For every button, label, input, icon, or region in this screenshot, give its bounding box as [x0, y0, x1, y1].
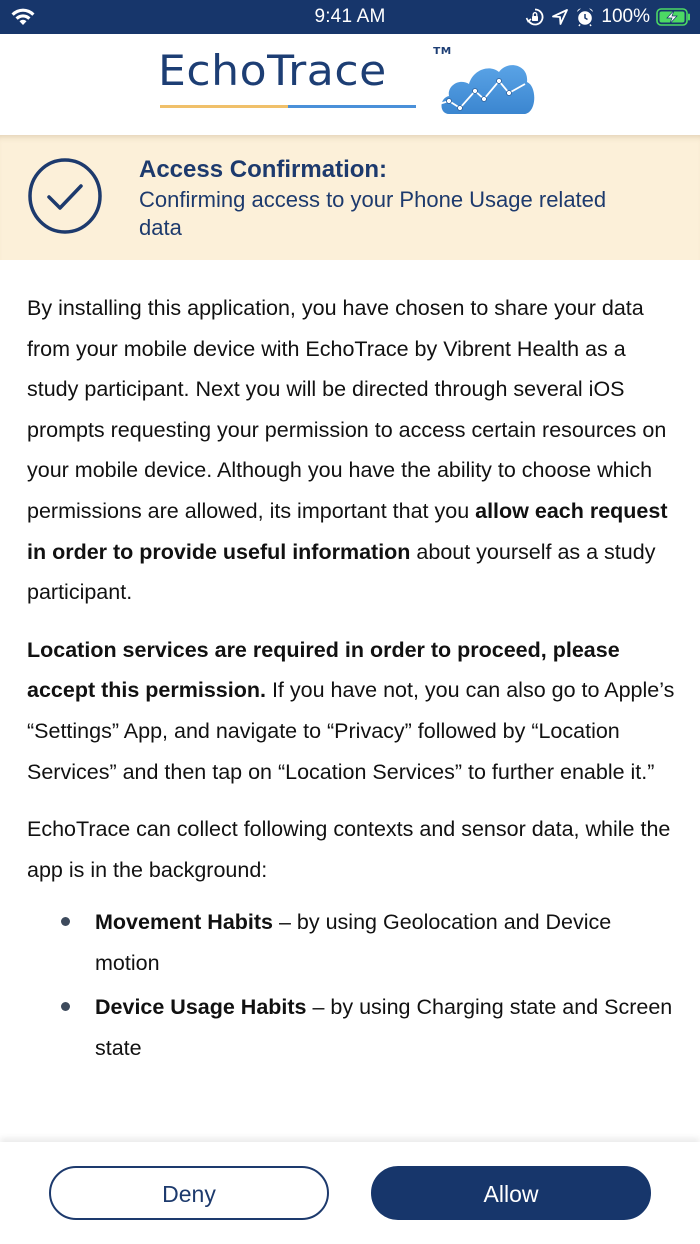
location-arrow-icon	[551, 8, 569, 26]
trademark-mark: TM	[433, 46, 452, 57]
intro-emphasis: allow each request in order to provide useful information	[27, 498, 668, 564]
banner-subtitle: Confirming access to your Phone Usage related data	[139, 187, 607, 240]
context-list	[27, 902, 677, 1069]
battery-percent: 100%	[601, 6, 650, 27]
intro-text: By installing this application, you have chosen to share your data from your mobile device with EchoTrace by Vibrent Health as a study participant. Next you will be directed through several iOS prompts requesting your permission to access certain resources on your mobile device. Although you have the ability to choose which permissions are allowed, its important that you	[27, 296, 667, 523]
battery-charging-icon	[656, 8, 692, 26]
app-logo-text	[158, 46, 452, 95]
alarm-clock-icon	[575, 7, 595, 27]
allow-button[interactable]: Allow	[371, 1166, 651, 1220]
logo-underline	[160, 105, 416, 108]
status-bar	[0, 0, 700, 34]
intro-paragraph	[27, 288, 677, 613]
intro-text-end: about yourself as a study participant.	[27, 539, 656, 605]
collection-paragraph: EchoTrace can collect following contexts and sensor data, while the app is in the background:	[27, 817, 671, 882]
list-item	[27, 902, 677, 984]
banner-title: Access Confirmation:	[139, 156, 388, 183]
list-item-text: – by using Charging state and Screen state	[95, 995, 673, 1061]
list-item	[27, 987, 677, 1069]
orientation-lock-icon	[525, 7, 545, 27]
location-text: If you have not, you can also go to Apple’s “Settings” App, and navigate to “Privacy” followed by “Location Services” and then tap on “Location Services” to further enable it.”	[27, 678, 675, 784]
bullet-icon	[61, 917, 70, 926]
deny-button[interactable]: Deny	[49, 1166, 329, 1220]
status-right-group	[525, 5, 692, 29]
list-item-title: Movement Habits	[95, 910, 274, 935]
location-paragraph	[27, 630, 677, 792]
bullet-icon	[61, 1002, 70, 1011]
cloud-chart-icon	[437, 56, 537, 118]
location-emphasis: Location services are required in order to proceed, please accept this permission.	[27, 637, 620, 703]
logo-wordmark: EchoTrace	[158, 46, 387, 95]
list-item-text: – by using Geolocation and Device motion	[95, 910, 612, 976]
list-item-title: Device Usage Habits	[95, 995, 307, 1020]
consent-content	[27, 288, 677, 1072]
status-time: 9:41 AM	[314, 6, 386, 27]
checkmark-circle-icon	[27, 158, 103, 234]
action-footer	[0, 1142, 700, 1244]
